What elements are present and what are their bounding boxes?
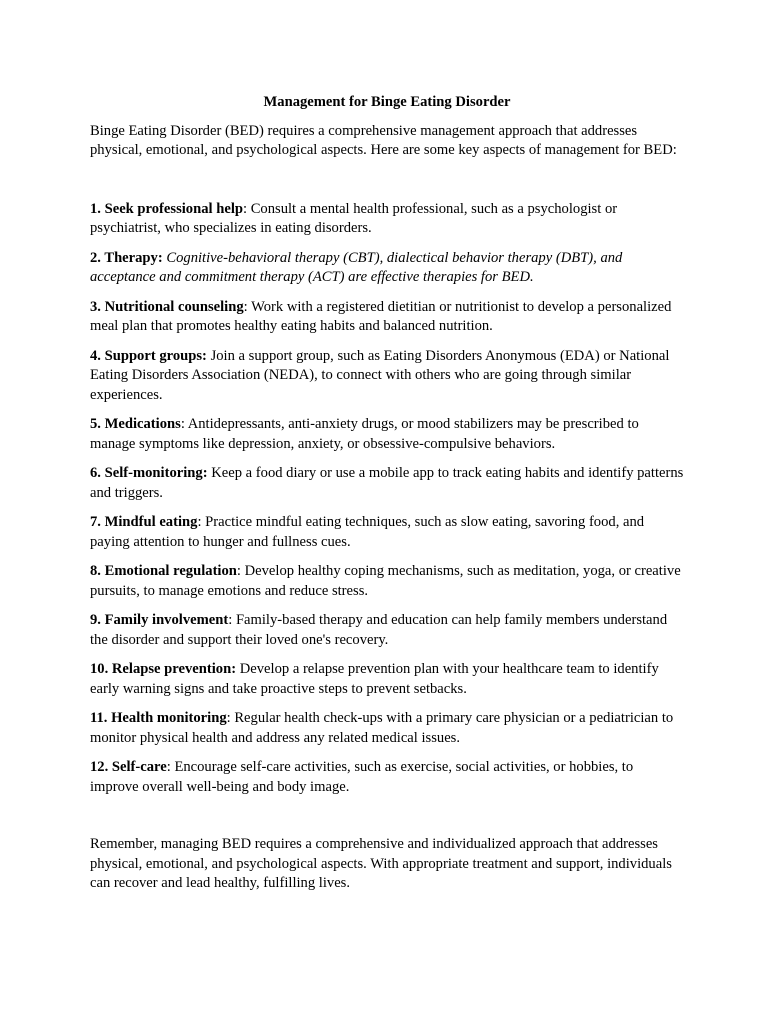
item-label: 3. Nutritional counseling xyxy=(90,298,244,315)
item-label: 8. Emotional regulation xyxy=(90,563,237,579)
list-item: 8. Emotional regulation: Develop healthy coping mechanisms, such as meditation, yoga, or creative pursuits, to manage emotions and reduce stress. xyxy=(90,563,681,599)
list-item xyxy=(90,464,684,503)
intro-paragraph: Binge Eating Disorder (BED) requires a comprehensive management approach that addresses physical, emotional, and psychological aspects. Here are some key aspects of management for BED: xyxy=(90,122,677,158)
item-text: Encourage self-care activities, such as exercise, social activities, or hobbies, to improve overall well-being and body image. xyxy=(90,759,634,795)
document-title: Management for Binge Eating Disorder xyxy=(263,94,511,110)
list-item: 9. Family involvement: Family-based therapy and education can help family members understand the disorder and support their loved one's recovery. xyxy=(90,612,668,648)
item-text: Join a support group, such as Eating Disorders Anonymous (EDA) or National Eating Disorders Association (NEDA), to connect with others who are going through similar experiences. xyxy=(90,347,670,403)
item-label: 9. Family involvement xyxy=(90,612,229,628)
item-label: 12. Self-care xyxy=(90,759,167,775)
item-text: Regular health check-ups with a primary care physician or a pediatrician to monitor physical health and address any related medical issues. xyxy=(90,710,674,746)
list-item: 1. Seek professional help: Consult a mental health professional, such as a psychologist or psychiatrist, who specializes in eating disorders. xyxy=(90,200,618,236)
list-item xyxy=(90,347,684,406)
item-label: 7. Mindful eating xyxy=(90,514,198,530)
item-text: Develop healthy coping mechanisms, such as meditation, yoga, or creative pursuits, to manage emotions and reduce stress. xyxy=(90,563,681,599)
closing-paragraph: Remember, managing BED requires a comprehensive and individualized approach that addresses physical, emotional, and psychological aspects. With appropriate treatment and support, individuals can recover and lead healthy, fulfilling lives. xyxy=(90,836,672,891)
list-item: 5. Medications: Antidepressants, anti-anxiety drugs, or mood stabilizers may be prescribed to manage symptoms like depression, anxiety, or obsessive-compulsive behaviors. xyxy=(90,416,639,452)
list-item: 11. Health monitoring: Regular health check-ups with a primary care physician or a pediatrician to monitor physical health and address any related medical issues. xyxy=(90,710,674,746)
item-text: Develop a relapse prevention plan with your healthcare team to identify early warning signs and take proactive steps to prevent setbacks. xyxy=(90,661,659,697)
list-item: 12. Self-care: Encourage self-care activities, such as exercise, social activities, or hobbies, to improve overall well-being and body image. xyxy=(90,759,634,795)
item-text: Consult a mental health professional, such as a psychologist or psychiatrist, who specializes in eating disorders. xyxy=(90,200,618,236)
item-text: Work with a registered dietitian or nutritionist to develop a personalized meal plan that promotes healthy eating habits and balanced nutrition. xyxy=(90,298,672,334)
document-page xyxy=(90,93,684,908)
item-label: 4. Support groups: xyxy=(90,347,207,364)
management-list xyxy=(90,200,684,798)
list-item xyxy=(90,249,684,288)
list-item xyxy=(90,660,684,699)
item-text: Cognitive-behavioral therapy (CBT), dialectical behavior therapy (DBT), and acceptance and commitment therapy (ACT) are effective therapies for BED. xyxy=(90,249,623,285)
item-label: 2. Therapy: xyxy=(90,249,163,266)
list-item: 3. Nutritional counseling: Work with a registered dietitian or nutritionist to develop a personalized meal plan that promotes healthy eating habits and balanced nutrition. xyxy=(90,298,672,334)
list-item: 7. Mindful eating: Practice mindful eating techniques, such as slow eating, savoring food, and paying attention to hunger and fullness cues. xyxy=(90,514,645,550)
item-text: Practice mindful eating techniques, such as slow eating, savoring food, and paying attention to hunger and fullness cues. xyxy=(90,514,645,550)
item-text: Family-based therapy and education can help family members understand the disorder and support their loved one's recovery. xyxy=(90,612,668,648)
item-label: 6. Self-monitoring: xyxy=(90,465,208,481)
item-label: 10. Relapse prevention: xyxy=(90,661,237,677)
item-label: 1. Seek professional help xyxy=(90,200,243,217)
item-label: 5. Medications xyxy=(90,416,181,432)
item-label: 11. Health monitoring xyxy=(90,710,227,726)
item-text: Keep a food diary or use a mobile app to track eating habits and identify patterns and triggers. xyxy=(90,465,684,501)
item-text: Antidepressants, anti-anxiety drugs, or mood stabilizers may be prescribed to manage symptoms like depression, anxiety, or obsessive-compulsive behaviors. xyxy=(90,416,639,452)
